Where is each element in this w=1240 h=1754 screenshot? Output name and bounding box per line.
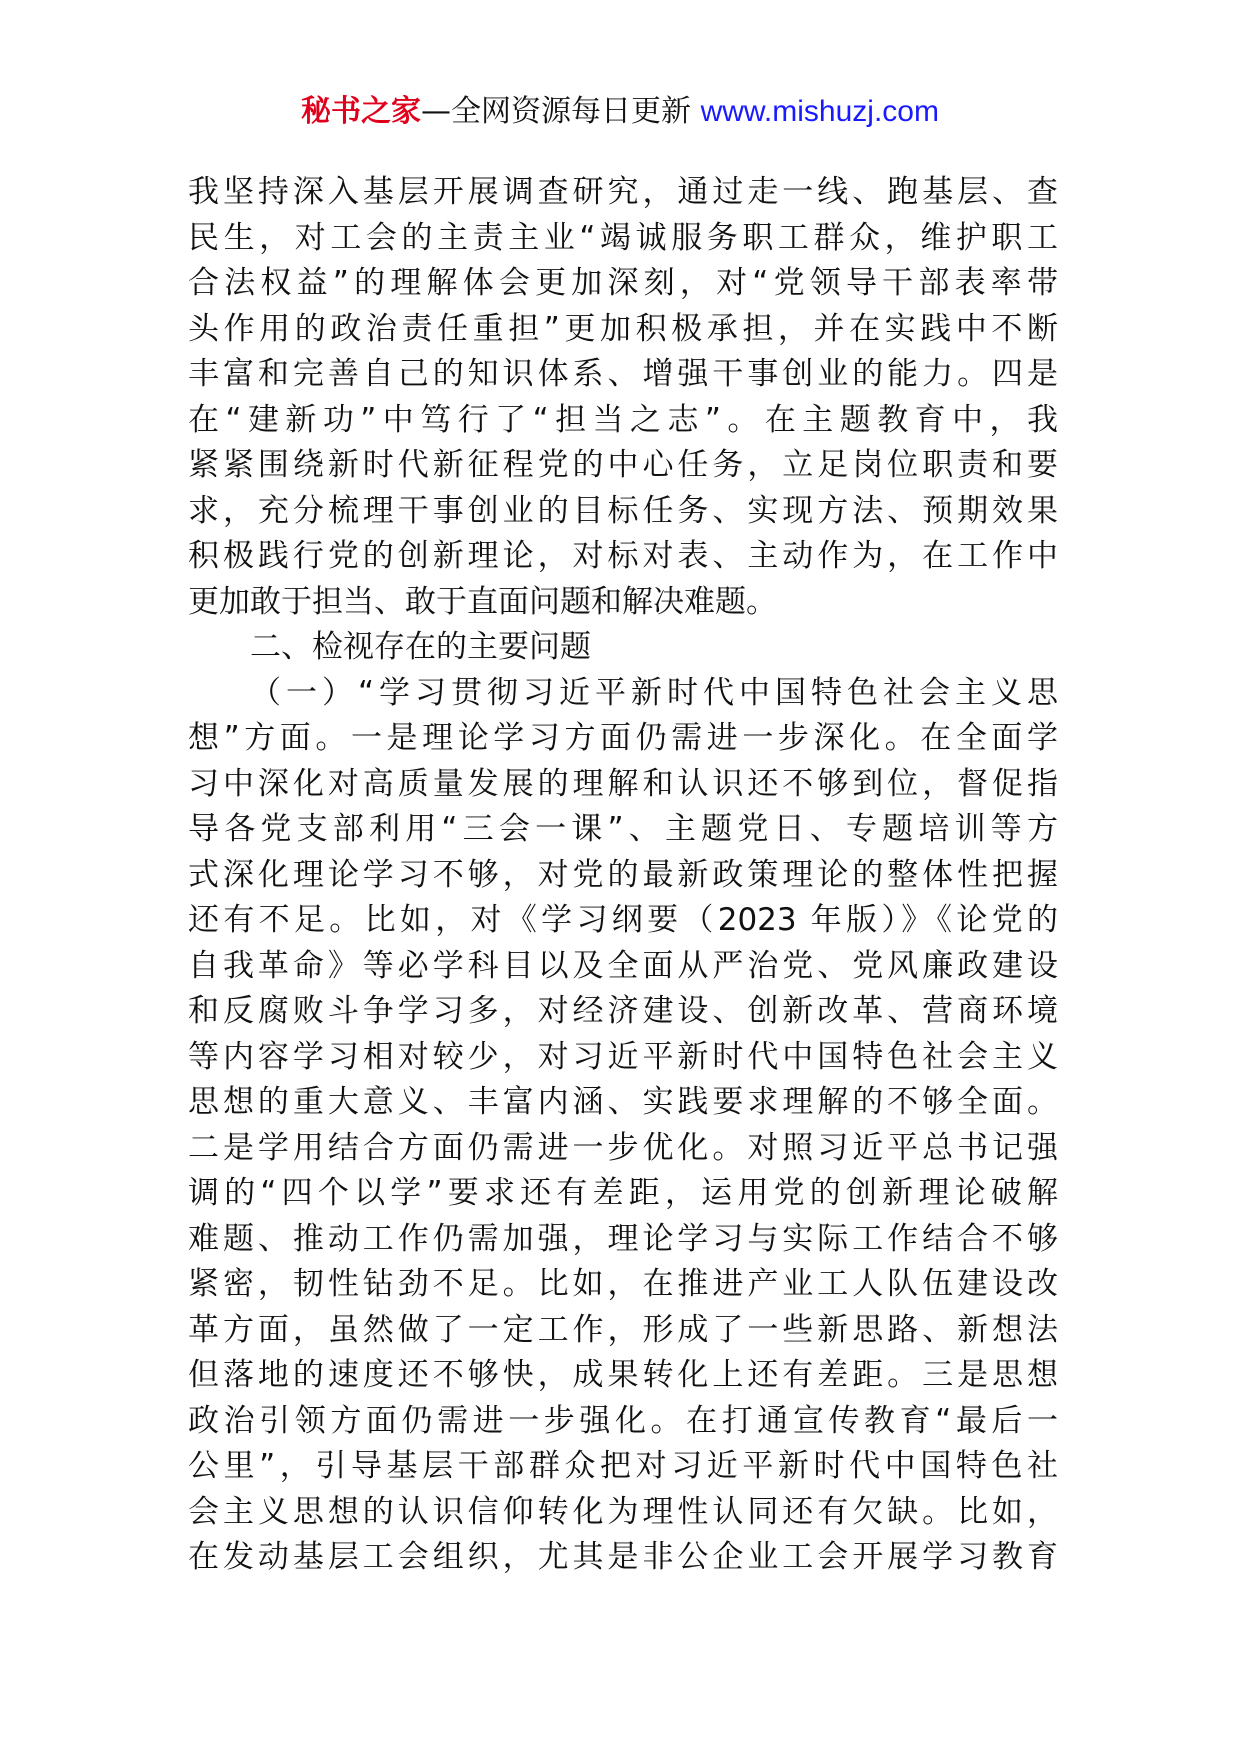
text-line: 在发动基层工会组织，尤其是非公企业工会开展学习教育 (188, 1539, 1058, 1575)
text-line: 在“建新功”中笃行了“担当之志”。在主题教育中，我 (188, 401, 1058, 438)
header-tagline: —全网资源每日更新 (421, 94, 701, 129)
text-line: 革方面，虽然做了一定工作，形成了一些新思路、新想法 (188, 1311, 1058, 1348)
page-header (0, 92, 1240, 132)
text-line: 习中深化对高质量发展的理解和认识还不够到位，督促指 (188, 765, 1058, 802)
text-line: 合法权益”的理解体会更加深刻，对“党领导干部表率带 (188, 265, 1058, 301)
text-line: 求，充分梳理干事创业的目标任务、实现方法、预期效果 (188, 492, 1058, 529)
brand-name: 秘书之家 (301, 94, 422, 129)
text-line: 想”方面。一是理论学习方面仍需进一步深化。在全面学 (188, 720, 1058, 756)
document-body (188, 170, 1058, 1581)
text-line: 我坚持深入基层开展调查研究，通过走一线、跑基层、查 (188, 174, 1058, 210)
text-line: 但落地的速度还不够快，成果转化上还有差距。三是思想 (188, 1357, 1058, 1393)
text-line: 公里”，引导基层干部群众把对习近平新时代中国特色社 (188, 1448, 1058, 1484)
site-url-link[interactable]: www.mishuzj.com (700, 95, 939, 128)
text-line: 头作用的政治责任重担”更加积极承担，并在实践中不断 (188, 310, 1058, 347)
text-line: 积极践行党的创新理论，对标对表、主动作为，在工作中 (188, 538, 1058, 574)
text-line: 会主义思想的认识信仰转化为理性认同还有欠缺。比如， (188, 1493, 1058, 1530)
text-line: 二是学用结合方面仍需进一步优化。对照习近平总书记强 (188, 1129, 1058, 1166)
text-line: 导各党支部利用“三会一课”、主题党日、专题培训等方 (188, 811, 1058, 847)
text-line: 政治引领方面仍需进一步强化。在打通宣传教育“最后一 (188, 1402, 1058, 1439)
text-line: 思想的重大意义、丰富内涵、实践要求理解的不够全面。 (188, 1084, 1058, 1120)
text-line: 等内容学习相对较少，对习近平新时代中国特色社会主义 (188, 1038, 1058, 1075)
text-line: （一）“学习贯彻习近平新时代中国特色社会主义思 (250, 674, 1058, 711)
text-line: 调的“四个以学”要求还有差距，运用党的创新理论破解 (188, 1175, 1058, 1211)
section-heading: 二、检视存在的主要问题 (250, 629, 591, 665)
text-line: 还有不足。比如，对《学习纲要（2023 年版）》《论党的 (188, 902, 1058, 938)
text-line: 式深化理论学习不够，对党的最新政策理论的整体性把握 (188, 856, 1058, 893)
text-line: 自我革命》等必学科目以及全面从严治党、党风廉政建设 (188, 947, 1058, 984)
text-line: 丰富和完善自己的知识体系、增强干事创业的能力。四是 (188, 356, 1058, 392)
text-line: 民生，对工会的主责主业“竭诚服务职工群众，维护职工 (188, 219, 1058, 256)
text-line: 难题、推动工作仍需加强，理论学习与实际工作结合不够 (188, 1220, 1058, 1257)
text-line: 紧密，韧性钻劲不足。比如，在推进产业工人队伍建设改 (188, 1266, 1058, 1302)
text-line: 和反腐败斗争学习多，对经济建设、创新改革、营商环境 (188, 993, 1058, 1029)
text-line: 紧紧围绕新时代新征程党的中心任务，立足岗位职责和要 (188, 447, 1058, 483)
text-line: 更加敢于担当、敢于直面问题和解决难题。 (188, 583, 777, 620)
